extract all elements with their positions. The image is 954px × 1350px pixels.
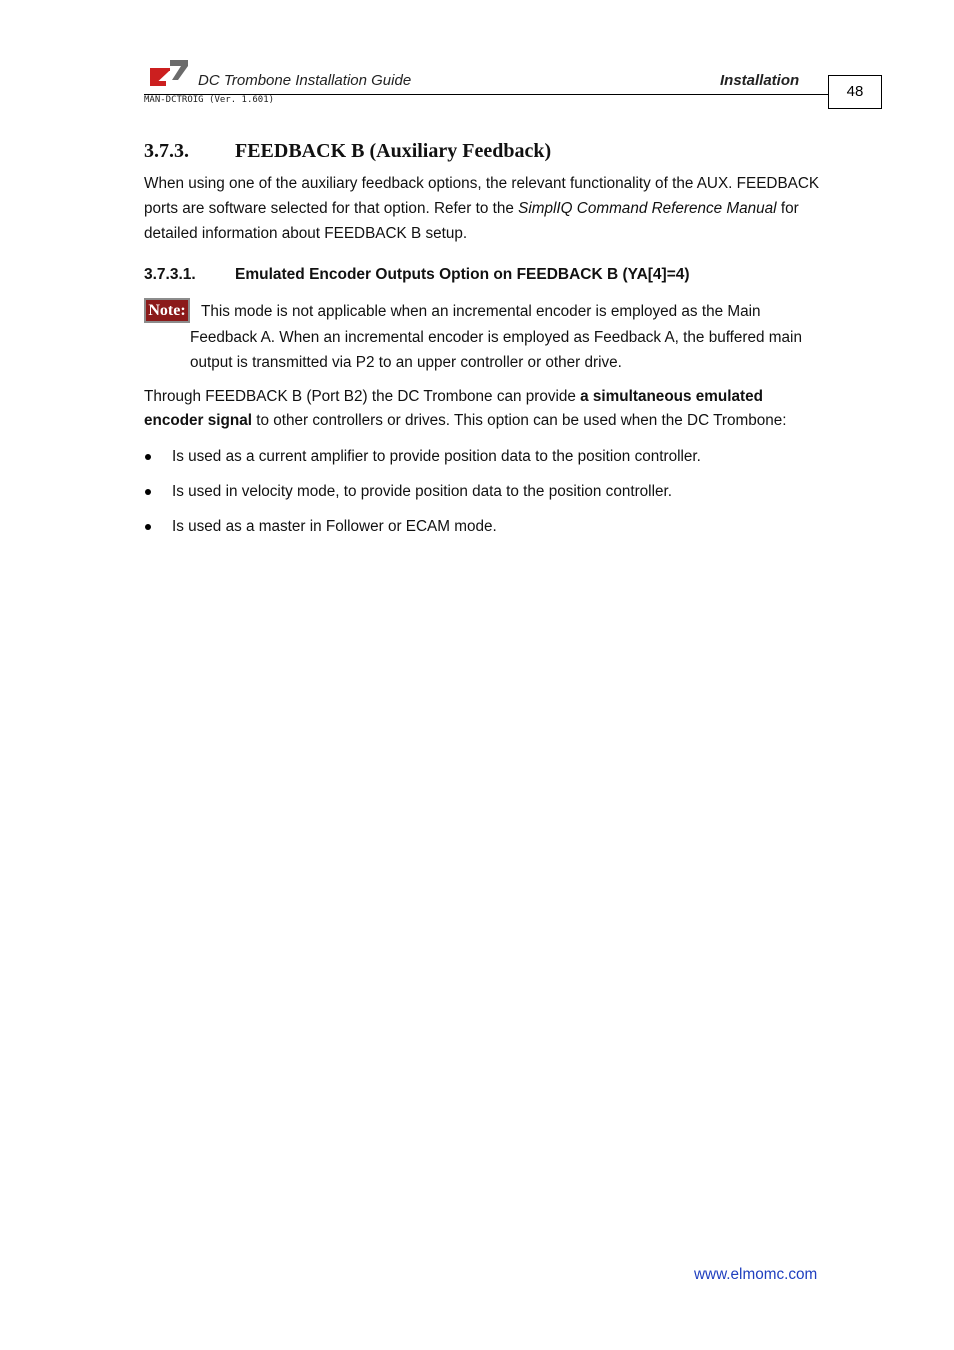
- paragraph2-bold: a simultaneous emulated encoder signal: [144, 388, 763, 429]
- website-link[interactable]: www.elmomc.com: [694, 1266, 818, 1283]
- list-item-text: Is used in velocity mode, to provide position data to the position controller.: [172, 483, 672, 500]
- bullet-icon: [145, 489, 151, 495]
- usage-bullet-list: [144, 445, 824, 550]
- note-badge: Note:: [144, 298, 190, 323]
- paragraph2-text-1: Through FEEDBACK B (Port B2) the DC Trombone can provide: [144, 388, 581, 405]
- emulated-encoder-paragraph: [144, 385, 824, 433]
- elmo-logo-icon: [148, 58, 190, 88]
- subsection-title: Emulated Encoder Outputs Option on FEEDBACK B (YA[4]=4): [235, 266, 690, 283]
- subsection-number: 3.7.3.1.: [144, 266, 196, 283]
- note-line-rest: Feedback A. When an incremental encoder is employed as Feedback A, the buffered main output is transmitted via P2 to an upper controller or other drive.: [190, 328, 802, 371]
- section-number: 3.7.3.: [144, 140, 189, 162]
- list-item: [144, 445, 824, 480]
- list-item-text: Is used as a master in Follower or ECAM mode.: [172, 518, 497, 535]
- document-title: DC Trombone Installation Guide: [198, 72, 412, 89]
- subsection-heading: [144, 266, 690, 284]
- section-title: FEEDBACK B (Auxiliary Feedback): [235, 140, 552, 162]
- list-item: [144, 480, 824, 515]
- note-text: [144, 299, 804, 376]
- manual-reference: SimplIQ Command Reference Manual: [518, 200, 777, 217]
- section-heading: [144, 140, 551, 163]
- document-version: MAN-DCTROIG (Ver. 1.601): [144, 95, 275, 105]
- bullet-icon: [145, 454, 151, 460]
- page-number: 48: [828, 75, 882, 109]
- list-item-text: Is used as a current amplifier to provide position data to the position controller.: [172, 448, 701, 465]
- header-section-name: Installation: [720, 72, 800, 89]
- paragraph2-text-2: to other controllers or drives. This option can be used when the DC Trombone:: [251, 412, 787, 429]
- bullet-icon: [145, 524, 151, 530]
- section-intro-paragraph: [144, 171, 824, 246]
- intro-text-2: for detailed information about FEEDBACK B setup.: [144, 200, 799, 242]
- list-item: [144, 515, 824, 550]
- intro-text-1: When using one of the auxiliary feedback options, the relevant functionality of the AUX. FEEDBACK ports are software selected for that option. Refer to the: [144, 175, 820, 217]
- note-line-1: This mode is not applicable when an incremental encoder is employed as the Main: [201, 303, 761, 320]
